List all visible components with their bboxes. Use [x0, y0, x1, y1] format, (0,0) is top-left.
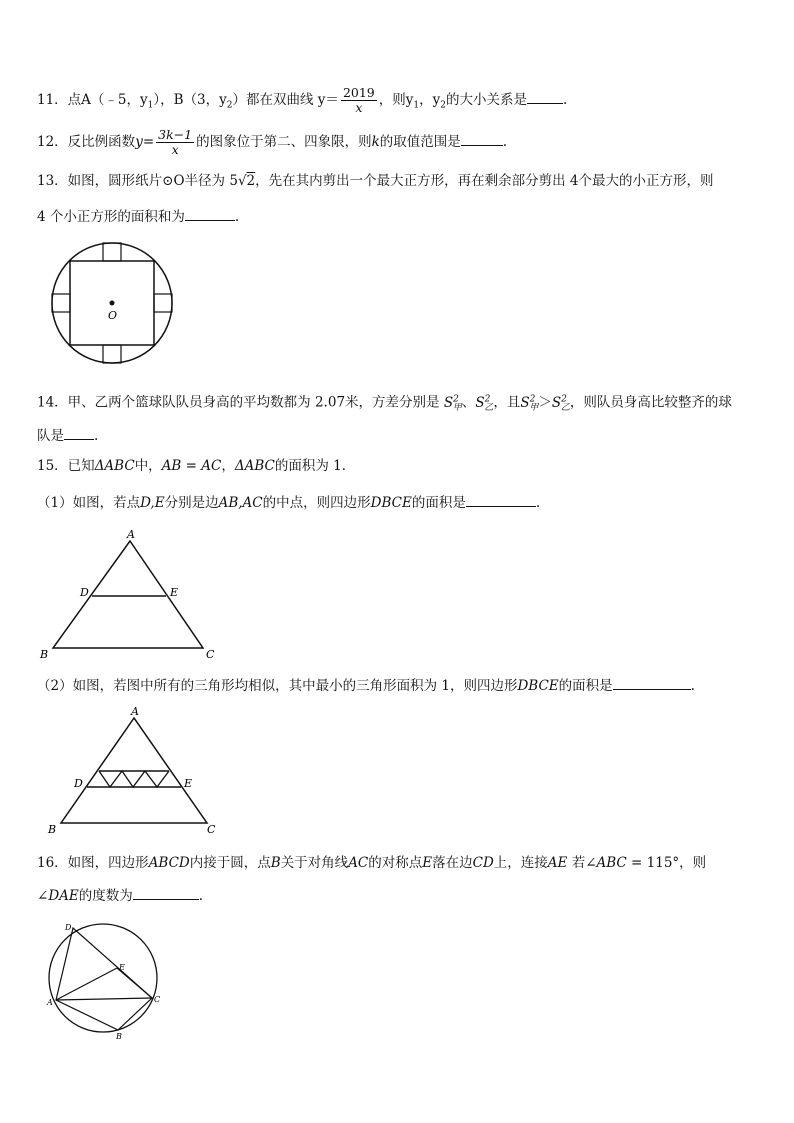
q16-cd: CD	[472, 855, 494, 871]
q13-center-dot	[110, 301, 115, 306]
q13-figure	[50, 241, 175, 366]
q11-sub1: 1	[147, 100, 154, 111]
q15-p1-b: 分别是边	[164, 495, 219, 511]
q15-fig2-label-b: B	[48, 823, 57, 836]
q15-triangle-2: ΔABC	[234, 458, 275, 474]
q15-figure2	[45, 706, 230, 836]
q16-label-b: B	[116, 1032, 122, 1041]
q12-mid: 的图象位于第二、四象限，则	[196, 134, 372, 150]
q15-part1	[37, 492, 540, 513]
q14-line2	[37, 425, 98, 446]
q11-mid2: ）都在双曲线 y＝	[232, 92, 339, 108]
q15-p1-tail: .	[535, 495, 541, 511]
q14-s3: S	[520, 394, 530, 411]
q16-line1	[37, 853, 706, 873]
q13-small-square-right	[154, 294, 172, 312]
q15-intro-b: 中，	[134, 458, 162, 474]
q12-y: y	[135, 134, 143, 150]
q16-quadrilateral	[56, 928, 152, 1030]
q11-after: ，则y	[378, 92, 414, 108]
q16-abc: ABC	[596, 855, 627, 871]
q12-eq: =	[142, 134, 155, 150]
q11-frac-den: x	[355, 100, 363, 115]
q14-s-yi	[475, 394, 494, 414]
q16-ae: AE	[547, 855, 568, 871]
q12-tail: .	[502, 134, 508, 150]
q15-intro	[37, 456, 355, 476]
q14-sub3: 甲	[529, 403, 539, 414]
q13-line2-text: 4 个小正方形的面积和为	[37, 209, 185, 225]
q14-s2: S	[475, 394, 485, 411]
q15-fig1-label-b: B	[40, 648, 49, 661]
q14-s-jia-2	[520, 394, 539, 414]
q15-eq: =	[181, 458, 202, 474]
q16-label-c: C	[154, 995, 161, 1004]
q15-p2-a: （2）如图，若图中所有的三角形均相似，其中最小的三角形面积为 1，则四边形	[37, 678, 518, 694]
q15-ab: AB	[161, 458, 182, 474]
q14-line1	[37, 389, 732, 418]
q16-label-a: A	[47, 998, 53, 1007]
q13-line1-b: ，先在其内剪出一个最大正方形，再在剩余部分剪出 4个最大的小正方形，则	[255, 173, 714, 189]
q11-mid: ），B（3，y	[153, 92, 227, 108]
q13-line1-a: 13．如图，圆形纸片⊙O半径为 5	[37, 173, 238, 189]
q14-sep: 、	[461, 394, 476, 411]
q16-abcd: ABCD	[148, 855, 190, 871]
q13-line2	[37, 206, 239, 227]
q16-line2	[37, 885, 203, 906]
q13-small-square-left	[52, 294, 70, 312]
q11-sub4: 2	[440, 100, 446, 111]
q14-sub2: 乙	[484, 403, 494, 414]
q13-label-o: O	[108, 309, 118, 322]
q14-sup4: 2	[561, 394, 567, 404]
q15-p2-quad: DBCE	[517, 678, 559, 694]
q13-small-square-bottom	[103, 345, 121, 363]
q16-line1-c: 关于对角线	[280, 855, 349, 871]
q15-fig2-label-a: A	[131, 705, 139, 718]
q12-prefix: 12．反比例函数	[37, 134, 136, 150]
q15-p1-answer-blank[interactable]	[466, 492, 536, 507]
q16-line1-e: 落在边	[432, 855, 473, 871]
q14-s-jia	[443, 394, 462, 414]
q14-line1-b: ，则队员身高比较整齐的球	[569, 394, 732, 411]
q15-p1-a: （1）如图，若点	[37, 495, 141, 511]
q15-fig2-label-e: E	[184, 777, 193, 790]
q15-intro-a: 15．已知	[37, 458, 95, 474]
q14-sub1: 甲	[452, 403, 462, 414]
q16-line1-g: 若∠	[567, 855, 597, 871]
q11-sub3: 1	[413, 100, 420, 111]
q16-label-e: E	[119, 963, 125, 972]
q14-sup1: 2	[453, 394, 459, 404]
q14-line2-text: 队是	[37, 428, 64, 444]
q12-text	[37, 128, 507, 157]
q11-tail: .	[563, 92, 568, 108]
q13-tail: .	[234, 209, 240, 225]
q14-line1-a: 14．甲、乙两个篮球队队员身高的平均数都为 2.07米，方差分别是	[37, 394, 440, 411]
q16-line2-b: 的度数为	[78, 888, 133, 904]
q16-e: E	[422, 855, 433, 871]
q15-part2	[37, 675, 695, 696]
q15-intro-d: 的面积为 1．	[274, 458, 356, 474]
q16-circle	[49, 924, 157, 1032]
q13-sqrt: √2	[237, 173, 256, 189]
q15-fig2-label-d: D	[74, 777, 83, 790]
q16-dae: DAE	[48, 888, 79, 904]
q16-line1-d: 的对称点	[368, 855, 423, 871]
q15-fig1-triangle	[53, 541, 203, 648]
q11-comma: ，y	[419, 92, 441, 108]
q16-diagonal-ac	[56, 998, 152, 1000]
q15-fig1-label-a: A	[127, 528, 135, 541]
q13-line1	[37, 171, 714, 191]
q15-fig1-label-d: D	[80, 586, 89, 599]
q16-line2-a: ∠	[37, 888, 49, 904]
q13-answer-blank[interactable]	[185, 206, 235, 221]
q14-sub4: 乙	[560, 403, 570, 414]
q15-p1-c: 的中点，则四边形	[262, 495, 371, 511]
q14-gt: ＞	[538, 394, 552, 411]
q15-p1-sides: AB,AC	[218, 495, 263, 511]
q12-frac-den: x	[171, 142, 179, 157]
q15-fig2-label-c: C	[207, 823, 216, 836]
q14-qie: ，且	[493, 394, 521, 411]
q11-sub2: 2	[226, 100, 233, 111]
q16-line1-b: 内接于圆，点	[189, 855, 271, 871]
q16-b: B	[270, 855, 281, 871]
q12-fraction	[156, 128, 194, 157]
q16-label-d: D	[65, 923, 72, 932]
q11-text	[37, 86, 567, 116]
q11-prefix: 11．点A（﹣5，y	[37, 92, 148, 108]
q16-answer-blank[interactable]	[133, 885, 199, 900]
q14-sup2: 2	[484, 394, 491, 404]
q14-s-yi-2	[551, 394, 570, 414]
q13-small-square-top	[103, 243, 121, 261]
q16-line1-a: 16．如图，四边形	[37, 855, 149, 871]
q14-sup3: 2	[529, 394, 536, 404]
q15-ac: AC	[201, 458, 222, 474]
q16-tail: .	[198, 888, 204, 904]
q15-p2-tail: .	[690, 678, 695, 694]
q15-fig1-label-e: E	[170, 586, 179, 599]
q15-p1-quad: DBCE	[370, 495, 412, 511]
q11-answer-blank[interactable]	[527, 89, 563, 104]
q11-frac-num: 2019	[342, 85, 375, 100]
q15-fig2-zigzag	[99, 771, 169, 787]
q14-s1: S	[443, 394, 454, 411]
q16-figure	[40, 918, 170, 1043]
q13-sqrt-value: 2	[246, 173, 256, 189]
q16-segment-ec	[117, 968, 152, 998]
q15-p2-answer-blank[interactable]	[613, 675, 691, 690]
q16-segment-ae	[56, 968, 117, 1000]
q15-triangle: ΔABC	[94, 458, 135, 474]
q16-ac: AC	[348, 855, 369, 871]
q15-p1-d: 的面积是	[411, 495, 466, 511]
q15-p2-d: 的面积是	[558, 678, 613, 694]
q12-frac-num: 3k−1	[158, 127, 193, 142]
q12-k: k	[371, 134, 380, 150]
q12-answer-blank[interactable]	[461, 131, 503, 146]
q12-end: 的取值范围是	[379, 134, 461, 150]
q15-p1-de: D,E	[140, 495, 165, 511]
q16-line1-h: = 115°，则	[626, 855, 707, 871]
q15-figure1	[38, 528, 223, 663]
q16-line1-f: 上，连接	[493, 855, 548, 871]
q11-end: 的大小关系是	[446, 92, 527, 108]
q11-fraction	[341, 86, 377, 115]
q15-intro-c: ，	[221, 458, 235, 474]
q14-tail: .	[94, 428, 99, 444]
q15-fig1-label-c: C	[206, 648, 215, 661]
q14-s4: S	[551, 394, 562, 411]
q14-answer-blank[interactable]	[64, 425, 94, 440]
